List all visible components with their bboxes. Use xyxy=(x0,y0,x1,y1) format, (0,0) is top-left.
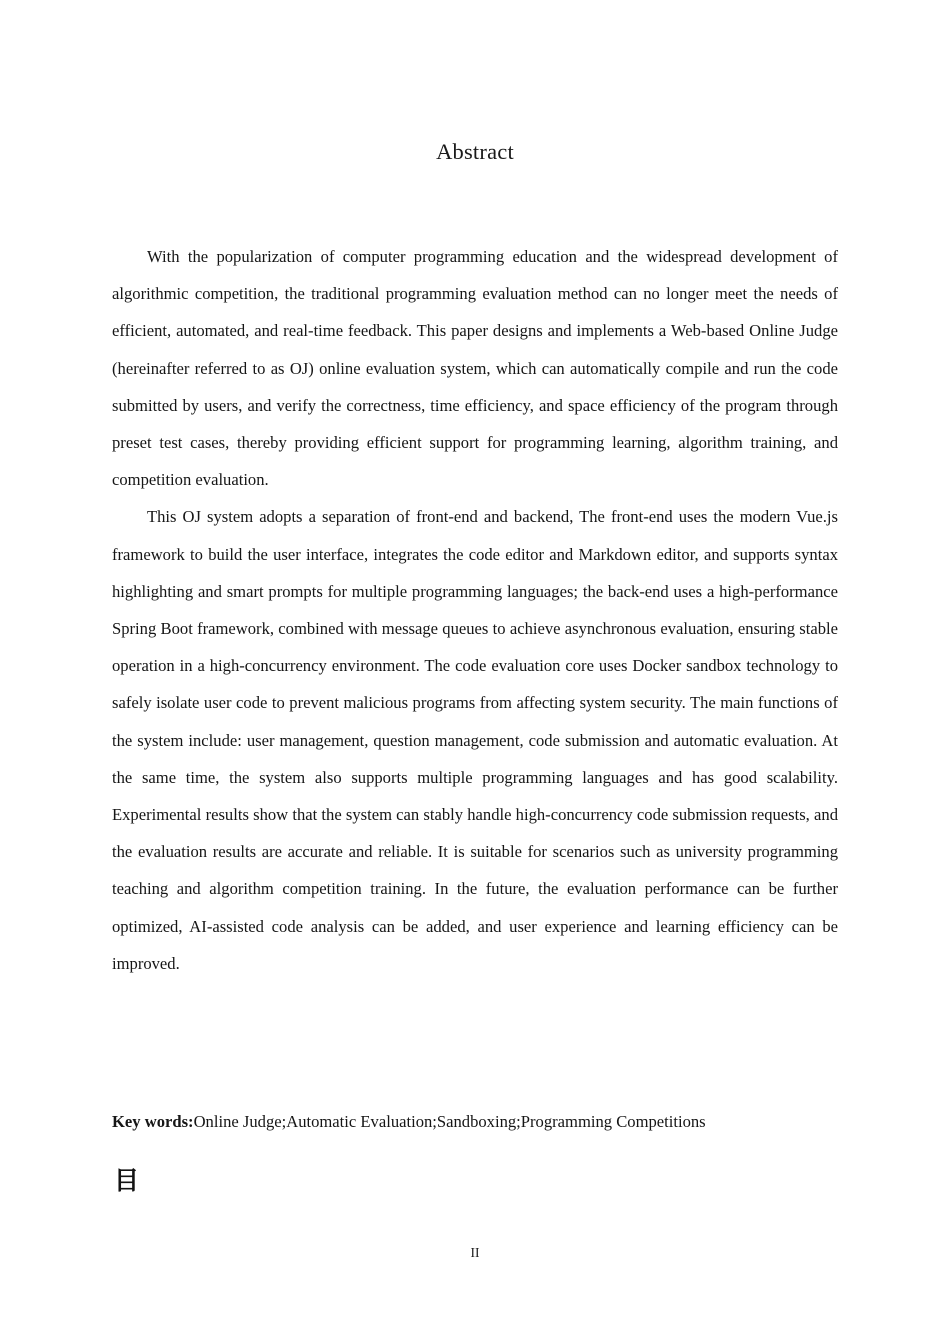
keywords-line xyxy=(112,1108,838,1136)
abstract-paragraph-2: This OJ system adopts a separation of front-end and backend, The front-end uses the modern Vue.js framework to build the user interface, integrates the code editor and Markdown editor, and supports syntax highlighting and smart prompts for multiple programming languages; the back-end uses a high-performance Spring Boot framework, combined with message queues to achieve asynchronous evaluation, ensuring stable operation in a high-concurrency environment. The code evaluation core uses Docker sandbox technology to safely isolate user code to prevent malicious programs from affecting system security. The main functions of the system include: user management, question management, code submission and automatic evaluation. At the same time, the system also supports multiple programming languages and has good scalability. Experimental results show that the system can stably handle high-concurrency code submission requests, and the evaluation results are accurate and reliable. It is suitable for scenarios such as university programming teaching and algorithm competition training. In the future, the evaluation performance can be further optimized, AI-assisted code analysis can be added, and user experience and learning efficiency can be improved. xyxy=(112,507,838,973)
keywords-label: Key words: xyxy=(112,1112,194,1131)
abstract-paragraph-1: With the popularization of computer programming education and the widespread development of algorithmic competition, the traditional programming evaluation method can no longer meet the needs of efficient, automated, and real-time feedback. This paper designs and implements a Web-based Online Judge (hereinafter referred to as OJ) online evaluation system, which can automatically compile and run the code submitted by users, and verify the correctness, time efficiency, and space efficiency of the program through preset test cases, thereby providing efficient support for programming learning, algorithm training, and competition evaluation. xyxy=(112,247,838,490)
page-title: Abstract xyxy=(436,139,514,165)
footer-page-number: II xyxy=(470,1245,480,1260)
contents-heading-fragment: 目 xyxy=(114,1166,140,1195)
keywords-value: Online Judge;Automatic Evaluation;Sandboxing;Programming Competitions xyxy=(193,1112,706,1131)
abstract-body xyxy=(112,238,838,982)
